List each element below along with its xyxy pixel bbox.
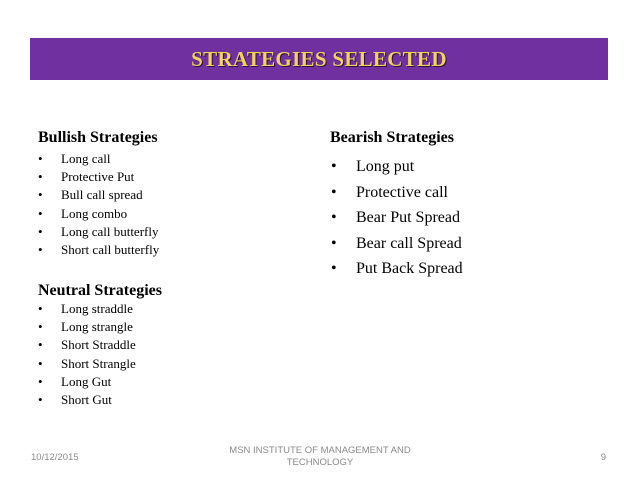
list-item: • Short Strangle	[38, 355, 136, 373]
bullet-icon: •	[331, 260, 337, 277]
footer-institute	[210, 445, 430, 469]
bullet-icon: •	[38, 373, 43, 389]
bullet-icon: •	[38, 223, 43, 239]
list-item: • Long put	[331, 154, 463, 180]
bullet-icon: •	[38, 205, 43, 221]
list-item: • Bull call spread	[38, 186, 159, 204]
list-item: • Long strangle	[38, 318, 136, 336]
list-item: • Long combo	[38, 205, 159, 223]
bullish-list	[38, 150, 159, 259]
bullet-icon: •	[38, 151, 43, 166]
list-item: • Protective call	[331, 180, 463, 206]
list-item: • Long Gut	[38, 373, 136, 391]
bullet-icon: •	[38, 169, 43, 185]
footer-institute-line2: TECHNOLOGY	[286, 457, 354, 468]
title-bar	[30, 38, 608, 80]
list-item: • Short Gut	[38, 391, 136, 409]
bullet-icon: •	[38, 337, 43, 353]
slide-title: STRATEGIES SELECTED	[191, 46, 447, 71]
bullet-icon: •	[38, 391, 43, 407]
bullet-icon: •	[331, 183, 337, 201]
list-item: • Long straddle	[38, 300, 136, 318]
list-item: • Short call butterfly	[38, 241, 159, 259]
bullet-icon: •	[38, 187, 43, 203]
list-item: • Put Back Spread	[331, 256, 463, 282]
list-item: • Long call	[38, 150, 159, 168]
bullet-icon: •	[38, 319, 43, 335]
bearish-heading: Bearish Strategies	[330, 129, 454, 146]
bullet-icon: •	[38, 301, 43, 316]
neutral-heading: Neutral Strategies	[38, 282, 162, 299]
list-item: • Bear call Spread	[331, 231, 463, 257]
bullet-icon: •	[331, 234, 337, 252]
footer-institute-line1: MSN INSTITUTE OF MANAGEMENT AND	[229, 445, 411, 456]
list-item: • Protective Put	[38, 168, 159, 186]
bullet-icon: •	[331, 209, 337, 226]
list-item: • Short Straddle	[38, 336, 136, 354]
bullet-icon: •	[38, 355, 43, 371]
bullet-icon: •	[331, 158, 337, 175]
page-number: 9	[600, 452, 606, 463]
bullet-icon: •	[38, 241, 43, 257]
bearish-list	[331, 154, 463, 282]
list-item: • Long call butterfly	[38, 223, 159, 241]
neutral-list	[38, 300, 136, 409]
list-item: • Bear Put Spread	[331, 205, 463, 231]
footer-date: 10/12/2015	[31, 452, 79, 463]
bullish-heading: Bullish Strategies	[38, 129, 158, 146]
